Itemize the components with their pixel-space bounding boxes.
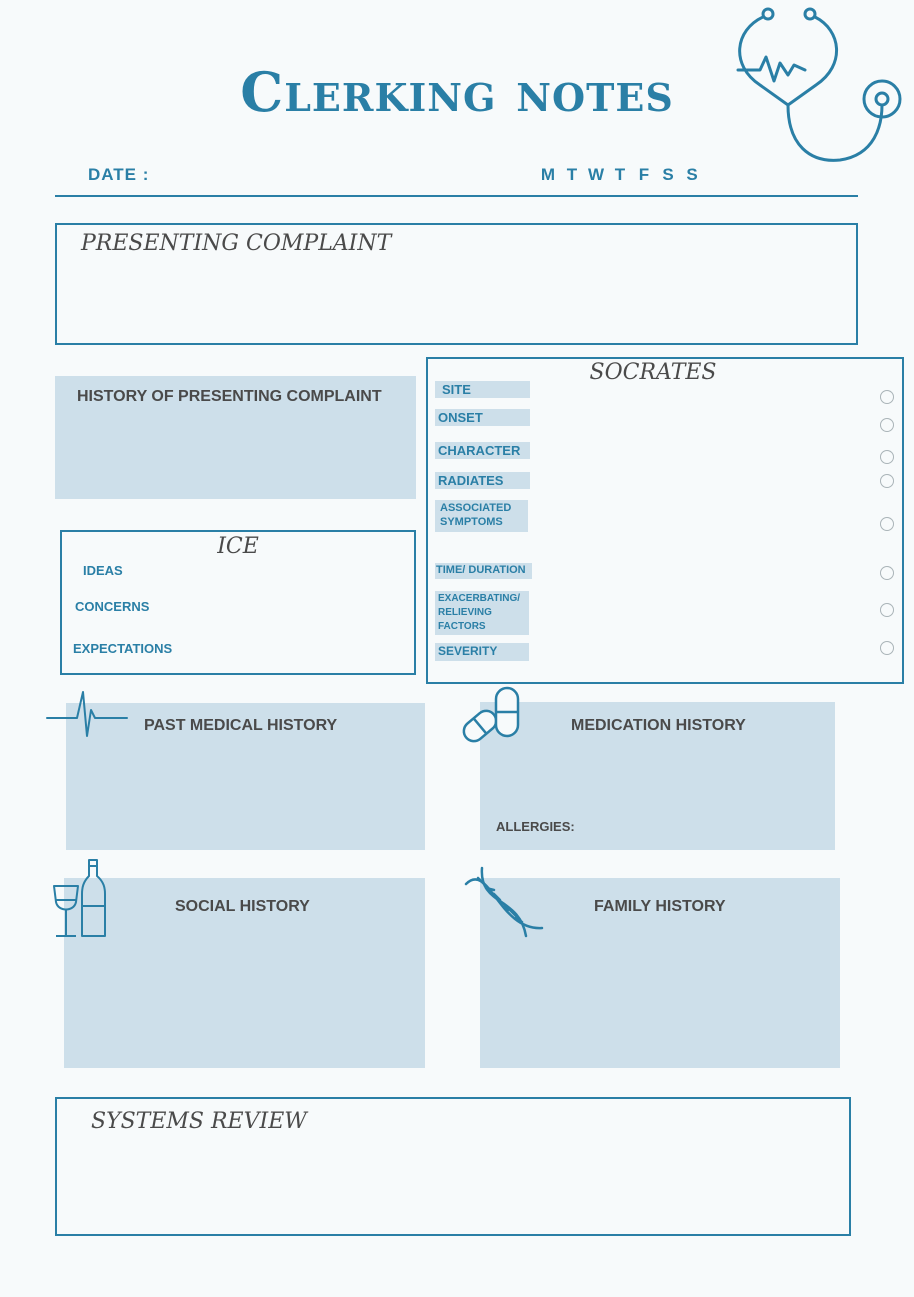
socrates-associated-symptoms: ASSOCIATED SYMPTOMS [435, 500, 528, 532]
heartbeat-icon [47, 690, 129, 738]
header-divider [55, 195, 858, 197]
medication-title: MEDICATION HISTORY [571, 717, 746, 734]
dna-icon [464, 866, 546, 938]
ice-ideas: IDEAS [83, 563, 123, 578]
day-friday[interactable]: F [638, 165, 650, 184]
presenting-complaint-box[interactable] [55, 223, 858, 345]
socrates-severity: SEVERITY [435, 643, 529, 661]
socrates-exacerbating-radio[interactable] [880, 603, 894, 617]
ice-concerns: CONCERNS [75, 599, 150, 614]
ice-box[interactable] [60, 530, 416, 675]
page-title: Clerking notes [240, 60, 674, 124]
day-tuesday[interactable]: T [566, 165, 578, 184]
socrates-site: SITE [435, 381, 530, 398]
socrates-site-radio[interactable] [880, 390, 894, 404]
socrates-severity-radio[interactable] [880, 641, 894, 655]
socrates-associated-radio[interactable] [880, 517, 894, 531]
day-saturday[interactable]: S [662, 165, 674, 184]
socrates-time-duration: TIME/ DURATION [435, 563, 532, 579]
wine-bottle-icon [52, 858, 108, 940]
socrates-time-radio[interactable] [880, 566, 894, 580]
ice-expectations: EXPECTATIONS [73, 641, 173, 656]
socrates-radiates: RADIATES [435, 472, 530, 489]
pills-icon [460, 686, 524, 748]
social-box[interactable] [64, 878, 425, 1068]
day-wednesday[interactable]: W [587, 165, 605, 184]
socrates-character: CHARACTER [435, 442, 530, 459]
hpc-box[interactable] [55, 376, 416, 499]
socrates-exacerbating-relieving: EXACERBATING/ RELIEVING FACTORS [435, 591, 529, 635]
ice-title: ICE [217, 534, 259, 559]
pmh-title: PAST MEDICAL HISTORY [144, 717, 338, 734]
systems-review-box[interactable] [55, 1097, 851, 1236]
day-monday[interactable]: M [540, 165, 556, 184]
weekday-selector [536, 165, 704, 185]
socrates-title: SOCRATES [589, 360, 717, 385]
systems-review-title: SYSTEMS REVIEW [91, 1109, 307, 1134]
presenting-complaint-title: PRESENTING COMPLAINT [81, 231, 392, 256]
social-title: SOCIAL HISTORY [175, 898, 310, 915]
allergies-label: ALLERGIES: [496, 819, 575, 834]
socrates-onset-radio[interactable] [880, 418, 894, 432]
family-title: FAMILY HISTORY [594, 898, 726, 915]
hpc-title: HISTORY OF PRESENTING COMPLAINT [77, 388, 382, 405]
day-sunday[interactable]: S [686, 165, 698, 184]
day-thursday[interactable]: T [614, 165, 626, 184]
date-label: DATE : [88, 165, 150, 184]
medication-box[interactable] [480, 702, 835, 850]
socrates-onset: ONSET [435, 409, 530, 426]
socrates-character-radio[interactable] [880, 450, 894, 464]
stethoscope-icon [730, 5, 910, 165]
socrates-radiates-radio[interactable] [880, 474, 894, 488]
